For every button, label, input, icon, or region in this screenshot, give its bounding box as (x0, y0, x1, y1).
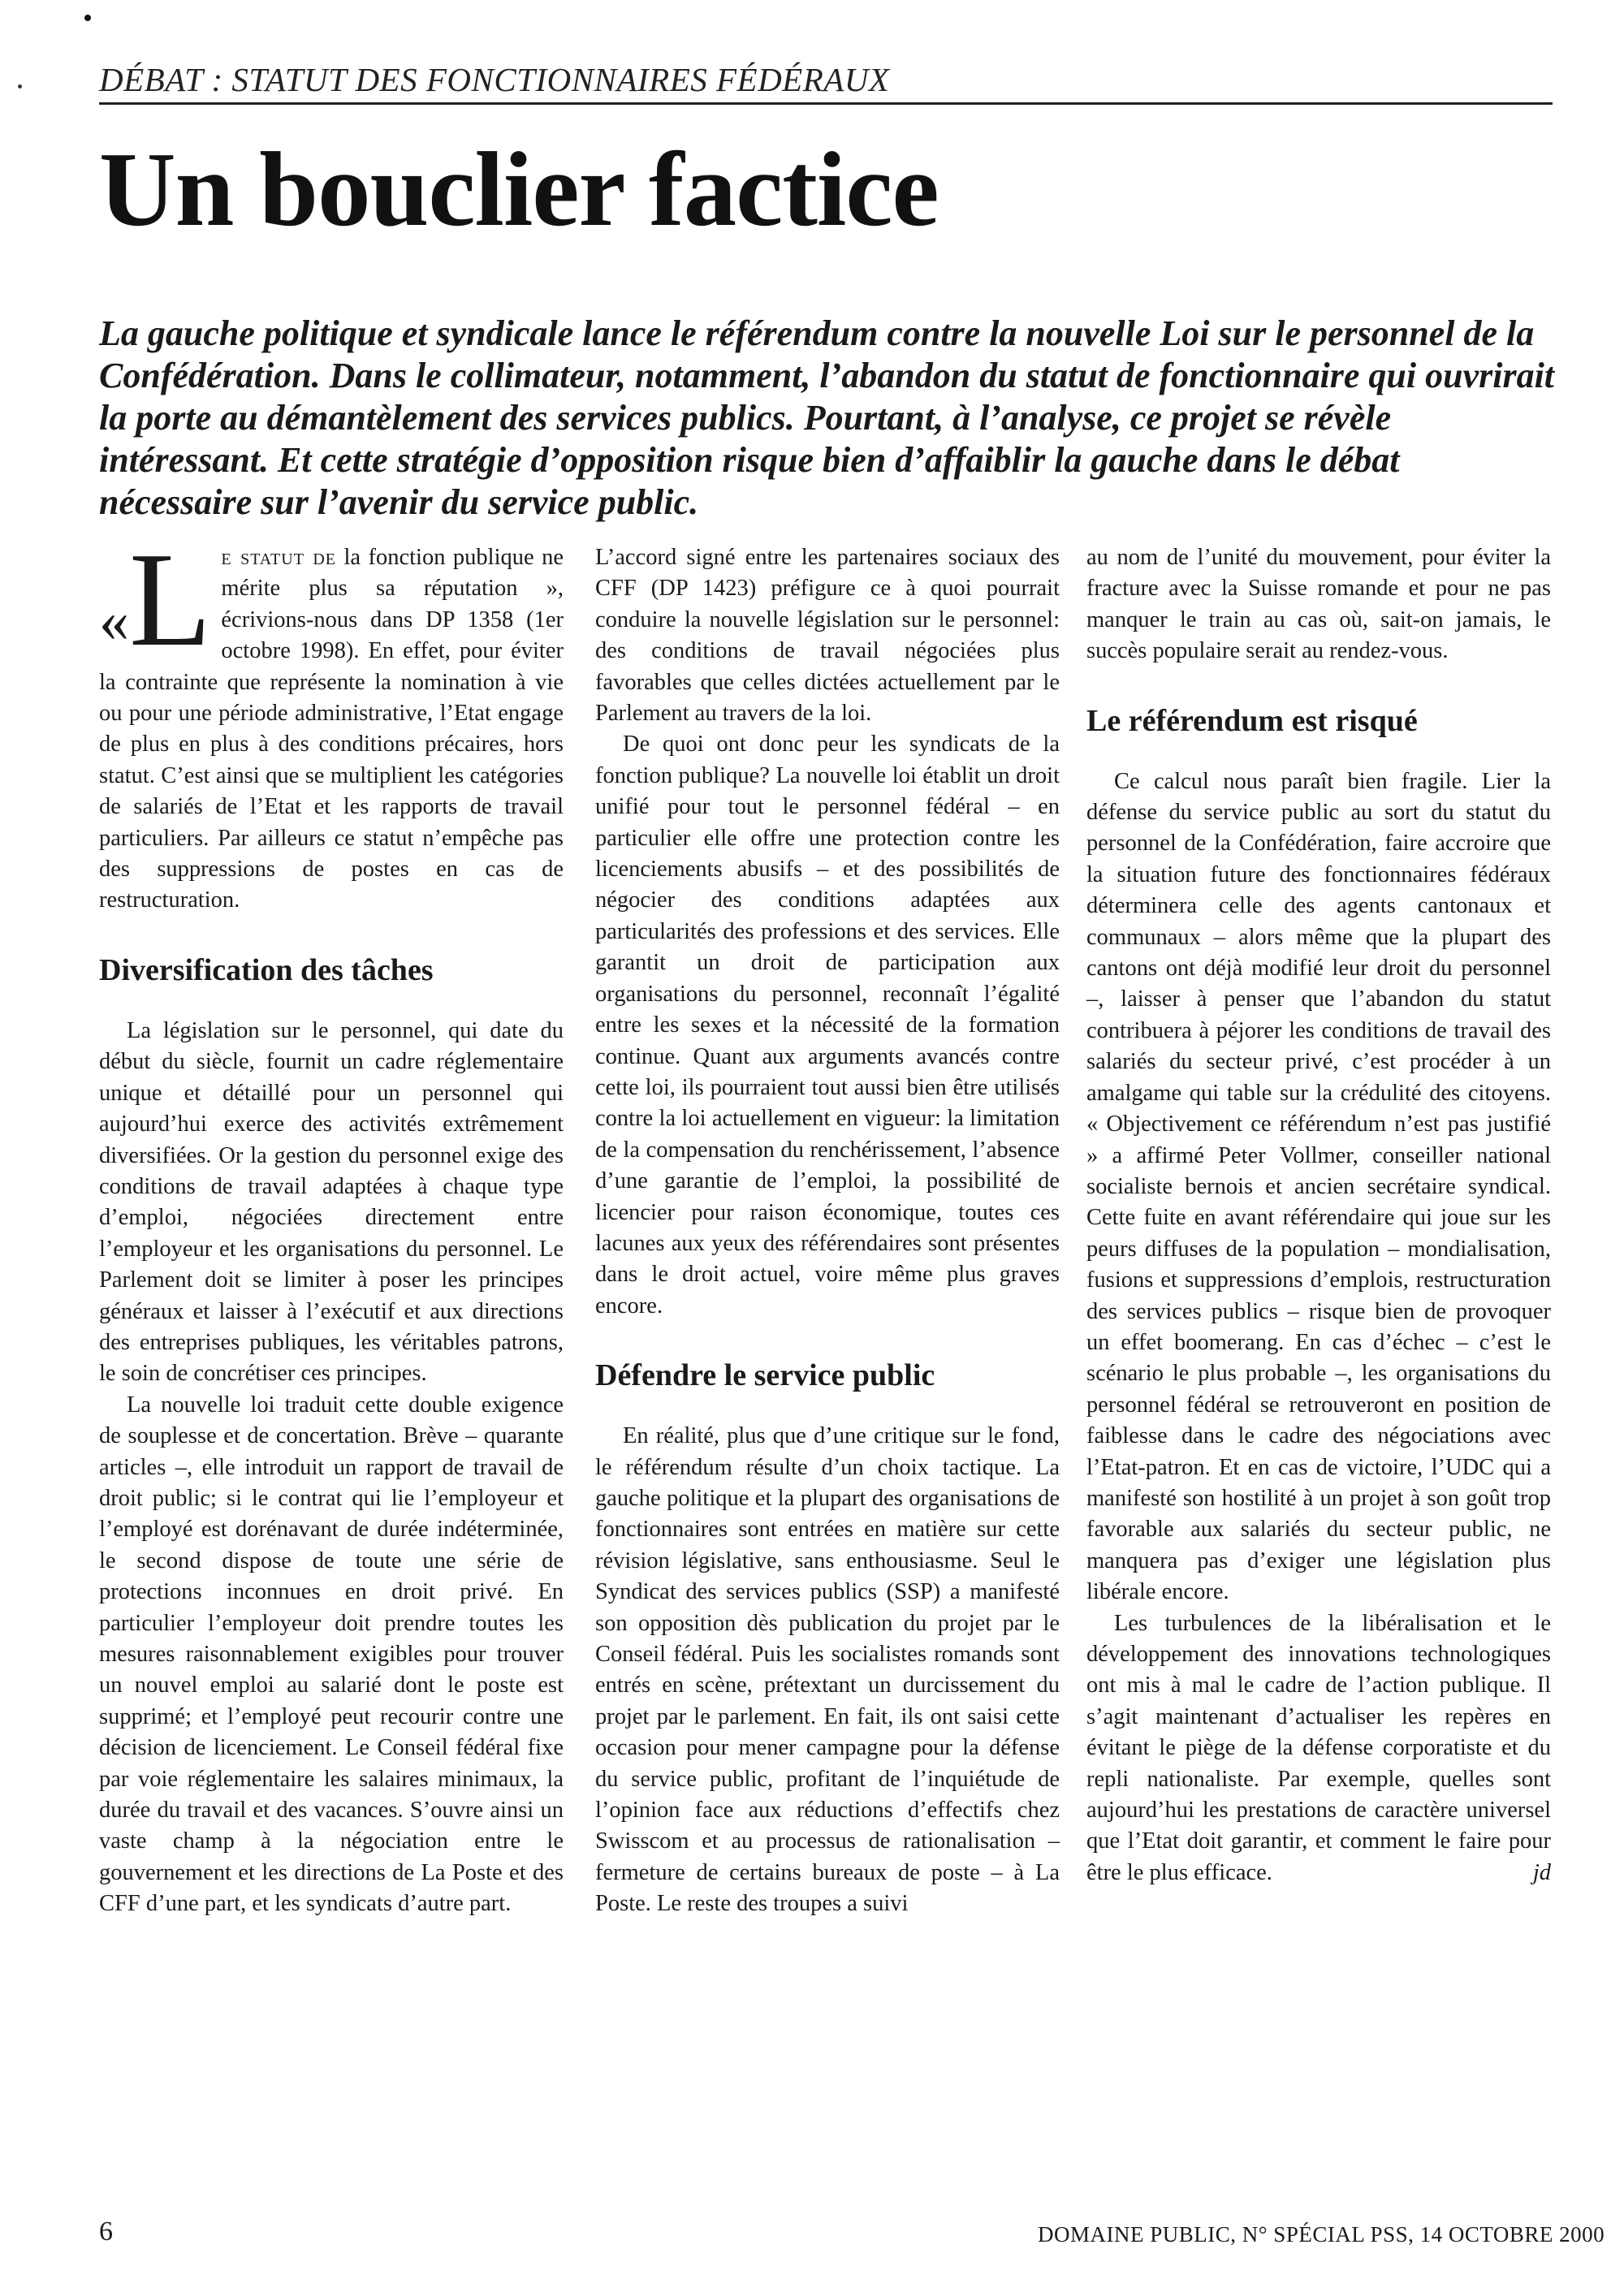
heading-diversification: Diversification des tâches (99, 952, 434, 987)
publication-footer: DOMAINE PUBLIC, N° SPÉCIAL PSS, 14 OCTOBRE 2000 (1038, 2222, 1605, 2247)
page-number: 6 (99, 2216, 113, 2247)
margin-mark (84, 15, 91, 21)
column-2 (595, 542, 1060, 1920)
paragraph: En réalité, plus que d’une critique sur le fond, le référendum résulte d’un choix tactique. La gauche politique et la plupart des organisations de fonctionnaires sont entrées en matière sur cette révision législative, sans enthousiasme. Seul le Syndicat des services publics (SSP) a manifesté son opposition dès publication du projet par le Conseil fédéral. Puis les socialistes romands sont entrés en scène, prétextant un durcissement du projet par le parlement. En fait, ils ont saisi cette occasion pour mener campagne pour la défense du service public, profitant de l’inquiétude de l’opinion face aux réductions d’effectifs chez Swisscom et au processus de rationalisation – fermeture de certains bureaux de poste – à La Poste. Le reste des troupes a suivi (595, 1423, 1060, 1917)
section-rubric: DÉBAT : STATUT DES FONCTIONNAIRES FÉDÉRAUX (99, 61, 890, 98)
dropcap-letter: L (129, 524, 212, 674)
paragraph: Ce calcul nous paraît bien fragile. Lier la défense du service public au sort du statut du personnel de la Confédération, faire accroire que la situation future des fonctionnaires fédéraux déterminera celle des agents cantonaux et communaux – alors même que la plupart des cantons ont déjà modifié leur droit du personnel –, laisser à penser que l’abandon du statut contribuera à péjorer les conditions de travail des salariés du secteur privé, c’est procéder à un amalgame qui table sur la crédulité des citoyens. « Objectivement ce référendum n’est pas justifié » a affirmé Peter Vollmer, conseiller national socialiste bernois et ancien secrétaire syndical. Cette fuite en avant référendaire qui joue sur les peurs diffuses de la population – mondialisation, fusions et suppressions d’emplois, restructuration des services publics – risque bien de provoquer un effet boomerang. En cas d’échec – c’est le scénario le plus probable –, les organisations du personnel fédéral se retrouveront en position de faiblesse dans le cadre des négociations avec l’Etat-patron. Et en cas de victoire, l’UDC qui a manifesté son hostilité à un projet à son goût trop favorable aux salariés du secteur public, ne manquera pas d’exiger une législation plus libérale encore. (1086, 768, 1551, 1605)
paragraph: au nom de l’unité du mouvement, pour éviter la fracture avec la Suisse romande et pour ne pas manquer le train au cas où, sait-on jamais, le succès populaire serait au rendez-vous. (1086, 545, 1551, 664)
intro-smallcaps: e statut de (221, 545, 337, 570)
rubric-rule (99, 102, 1553, 105)
paragraph: La nouvelle loi traduit cette double exigence de souplesse et de concertation. Brève – quarante articles –, elle introduit un rapport de travail de droit public; si le contrat qui lie l’employeur et l’employé est dorénavant de durée indéterminée, le second dispose de toute une série de protections inconnues en droit privé. En particulier l’employeur doit prendre toutes les mesures raisonnablement exigibles pour trouver un nouvel emploi au salarié dont le poste est supprimé; et l’employé peut recourir contre une décision de licenciement. Le Conseil fédéral fixe par voie réglementaire les salaires minimaux, la durée du travail et des vacances. S’ouvre ainsi un vaste champ à la négociation entre le gouvernement et les directions de La Poste et des CFF d’une part, et les syndicats d’autre part. (99, 1392, 564, 1917)
dropcap-quote: « (99, 588, 129, 654)
article-lead: La gauche politique et syndicale lance le référendum contre la nouvelle Loi sur le personnel de la Confédération. Dans le collimateur, notamment, l’abandon du statut de fonctionnaire qui ouvrirait la porte au démantèlement des services publics. Pourtant, à l’analyse, ce projet se révèle intéressant. Et cette stratégie d’opposition risque bien d’affaiblir la gauche dans le débat nécessaire sur l’avenir du service public. (99, 313, 1555, 522)
author-signature: jd (1532, 1859, 1551, 1885)
heading-referendum: Le référendum est risqué (1086, 703, 1418, 738)
intro-text: la fonction publique ne mérite plus sa réputation », écrivions-nous dans DP 1358 (1er octobre 1998). En effet, pour éviter la contrainte que représente la nomination à vie ou pour une période administrative, l’Etat engage de plus en plus à des conditions précaires, hors statut. C’est ainsi que se multiplient les catégories de salariés de l’Etat et les rapports de travail particuliers. Par ailleurs ce statut n’empêche pas des suppressions de postes en cas de restructuration. (99, 545, 564, 913)
heading-defendre: Défendre le service public (595, 1358, 935, 1393)
column-3 (1086, 542, 1551, 1888)
dropcap (99, 524, 212, 674)
article-title: Un bouclier factice (99, 131, 939, 248)
paragraph: La législation sur le personnel, qui date du début du siècle, fournit un cadre réglementaire unique et détaillé pour un personnel qui aujourd’hui exerce des activités extrêmement diversifiées. Or la gestion du personnel exige des conditions de travail adaptées à chaque type d’emploi, négociées directement entre l’employeur et les organisations du personnel. Le Parlement doit se limiter à poser les principes généraux et laisser à l’exécutif et aux directions des entreprises publiques, les véritables patrons, le soin de concrétiser ces principes. (99, 1017, 564, 1387)
paragraph: De quoi ont donc peur les syndicats de la fonction publique? La nouvelle loi établit un droit unifié pour tout le personnel fédéral – en particulier elle offre une protection contre les licenciements abusifs – et des possibilités de négocier des conditions adaptées aux particularités des professions et des services. Elle garantit un droit de participation aux organisations du personnel, reconnaît l’égalité entre les sexes et la nécessité de la formation continue. Quant aux arguments avancés contre cette loi, ils pourraient tout aussi bien être utilisés contre la loi actuellement en vigueur: la limitation de la compensation du renchérissement, l’absence d’une garantie de l’emploi, la possibilité de licencier pour raison économique, toutes ces lacunes aux yeux des référendaires sont présentes dans le droit actuel, voire même plus graves encore. (595, 732, 1060, 1319)
column-1 (99, 524, 564, 1920)
paragraph-text: Les turbulences de la libéralisation et le développement des innovations technologiques ont mis à mal le cadre de l’action publique. Il s’agit maintenant d’actualiser les repères en évitant le piège de la défense corporatiste et du repli nationaliste. Par exemple, quelles sont aujourd’hui les prestations de caractère universel que l’Etat doit garantir, et comment le faire pour être le plus efficace. (1086, 1610, 1551, 1885)
paragraph (1086, 1608, 1551, 1889)
margin-mark-small (18, 84, 22, 88)
paragraph: L’accord signé entre les partenaires sociaux des CFF (DP 1423) préfigure ce à quoi pourrait conduire la nouvelle législation sur le personnel: des conditions de travail négociées plus favorables que celles dictées actuellement par le Parlement au travers de la loi. (595, 545, 1060, 727)
